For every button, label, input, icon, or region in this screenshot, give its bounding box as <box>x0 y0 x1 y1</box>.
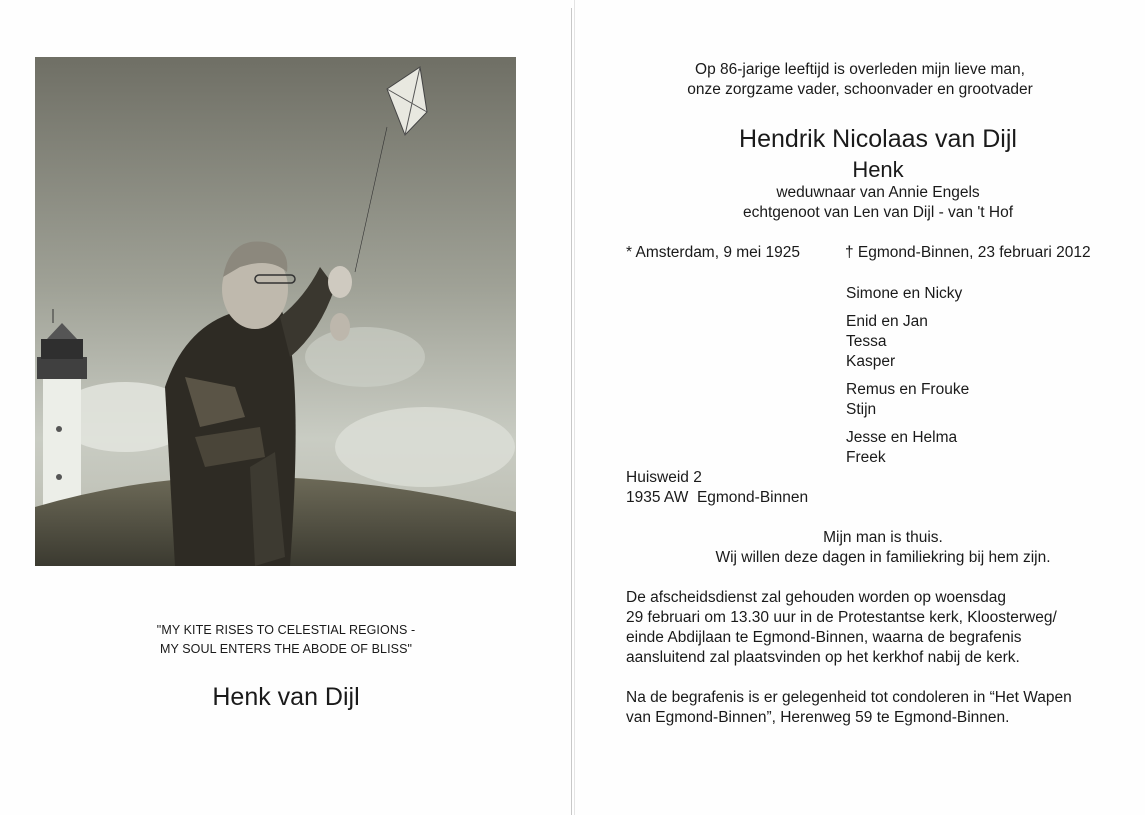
family-member: Stijn <box>846 401 877 418</box>
lighthouse-icon <box>37 309 87 517</box>
intro-line-1: Op 86-jarige leeftijd is overleden mijn lieve man, <box>695 61 1025 78</box>
service-line: aansluitend zal plaatsvinden op het kerkhof nabij de kerk. <box>626 649 1020 666</box>
death-info: † Egmond-Binnen, 23 februari 2012 <box>845 244 1091 261</box>
family-member: Tessa <box>846 333 887 350</box>
card-fold-shadow <box>574 0 575 815</box>
home-line-2: Wij willen deze dagen in familiekring bij hem zijn. <box>715 549 1051 566</box>
nickname: Henk <box>852 157 904 182</box>
memorial-photo <box>35 57 516 566</box>
condolence-line: Na de begrafenis is er gelegenheid tot condoleren in “Het Wapen <box>626 689 1072 706</box>
service-line: De afscheidsdienst zal gehouden worden op woensdag <box>626 589 1007 606</box>
deceased-short-name: Henk van Dijl <box>212 683 360 711</box>
home-line-1: Mijn man is thuis. <box>823 529 943 546</box>
address-line-2: 1935 AW Egmond-Binnen <box>626 489 809 506</box>
full-name: Hendrik Nicolaas van Dijl <box>739 125 1017 153</box>
relation-line-2: echtgenoot van Len van Dijl - van 't Hof <box>742 204 1014 221</box>
family-member: Freek <box>846 449 886 466</box>
condolence-line: van Egmond-Binnen”, Herenweg 59 te Egmond-Binnen. <box>626 709 1010 726</box>
quote-line-2: MY SOUL ENTERS THE ABODE OF BLISS" <box>159 642 413 656</box>
relation-line-1: weduwnaar van Annie Engels <box>776 184 980 201</box>
address-line-1: Huisweid 2 <box>626 469 702 486</box>
service-line: einde Abdijlaan te Egmond-Binnen, waarna de begrafenis <box>626 629 1022 646</box>
family-member: Remus en Frouke <box>846 381 970 398</box>
service-line: 29 februari om 13.30 uur in de Protestantse kerk, Kloosterweg/ <box>626 609 1057 626</box>
intro-line-2: onze zorgzame vader, schoonvader en grootvader <box>687 81 1033 98</box>
quote-line-1: "MY KITE RISES TO CELESTIAL REGIONS - <box>156 623 416 637</box>
memorial-photo-illustration <box>35 57 516 566</box>
family-member: Kasper <box>846 353 896 370</box>
family-member: Enid en Jan <box>846 313 928 330</box>
family-member: Jesse en Helma <box>846 429 958 446</box>
birth-info: * Amsterdam, 9 mei 1925 <box>626 244 801 261</box>
family-member: Simone en Nicky <box>846 285 963 302</box>
